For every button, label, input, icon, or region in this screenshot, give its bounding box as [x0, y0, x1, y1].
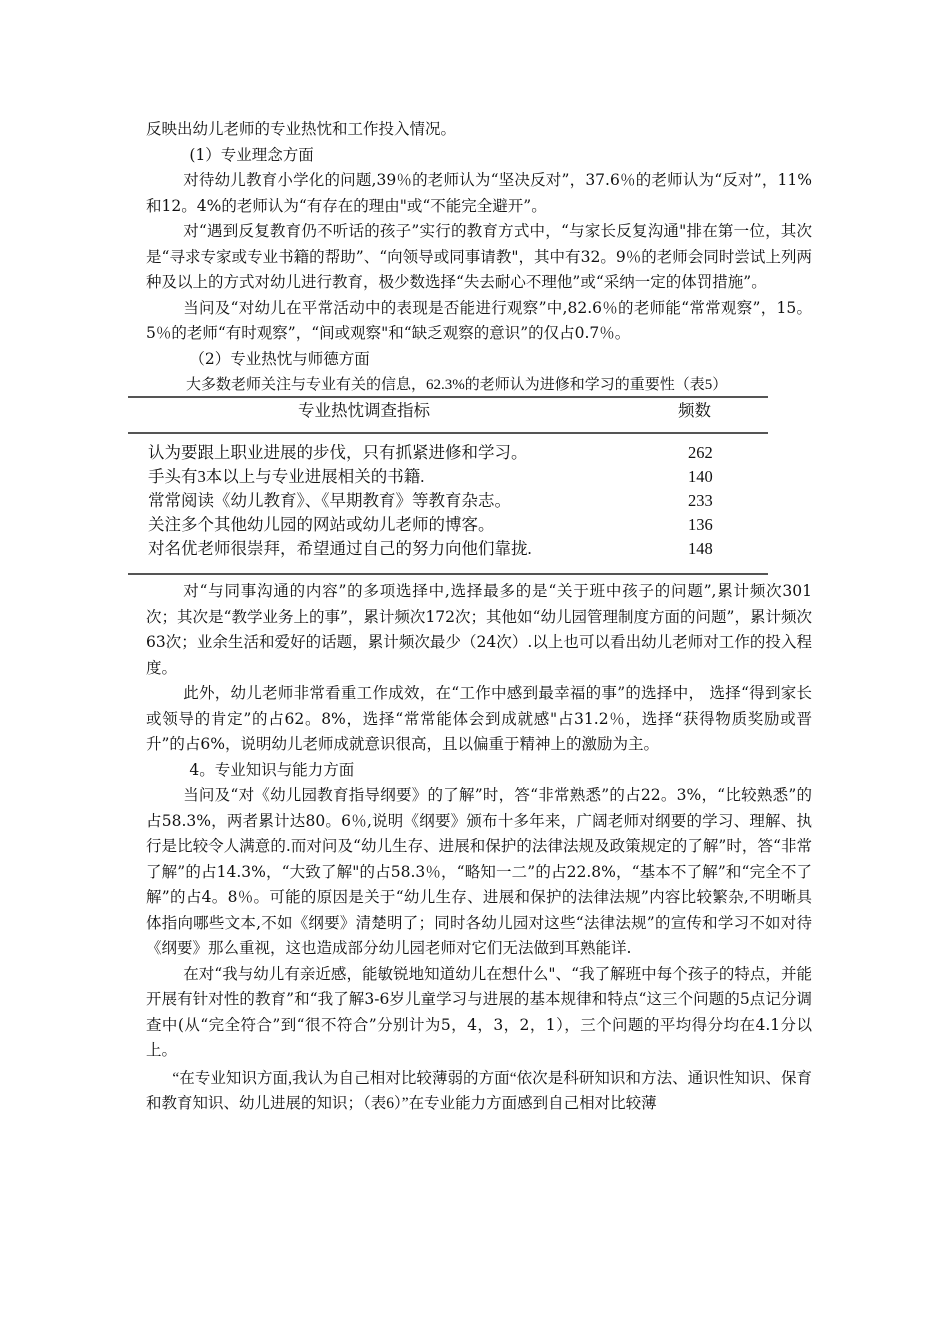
paragraph: 对“与同事沟通的内容”的多项选择中,选择最多的是“关于班中孩子的问题”,累计频次301次；其次是“教学业务上的事”，累计频次172次；其他如“幼儿园管理制度方面的问题”，累计频次63次；业余生活和爱好的话题，累计频次最少（24次）.以上也可以看出幼儿老师对工作的投入程度。 — [146, 582, 812, 677]
intro-paragraph: 反映出幼儿老师的专业热忱和工作投入情况。 — [146, 120, 457, 138]
table-row — [128, 433, 768, 465]
paragraph: 当问及“对《幼儿园教育指导纲要》的了解”时，答“非常熟悉”的占22。3%，“比较熟悉”的占58.3%，两者累计达80。6％,说明《纲要》颁布十多年来，广阔老师对纲要的学习、理解、执行是比较令人满意的.而对问及“幼儿生存、进展和保护的法律法规及政策规定的了解”时，答“非常了解”的占14.3%，“大致了解"的占58.3％，“略知一二”的占22.8%，“基本不了解”和“完全不了解”的占4。8％。可能的原因是关于“幼儿生存、进展和保护的法律法规”内容比较繁杂,不明晰具体指向哪些文本,不如《纲要》清楚明了；同时各幼儿园对这些“法律法规”的宣传和学习不如对待《纲要》那么重视，这也造成部分幼儿园老师对它们无法做到耳熟能详. — [146, 786, 812, 957]
data-table — [128, 396, 768, 575]
frequency-cell: 136 — [688, 515, 713, 534]
table-row — [128, 537, 768, 574]
indicator-cell: 手头有3本以上与专业进展相关的书籍. — [148, 467, 425, 486]
paragraph: 在对“我与幼儿有亲近感，能敏锐地知道幼儿在想什么"、“我了解班中每个孩子的特点，并能开展有针对性的教育”和“我了解3-6岁儿童学习与进展的基本规律和特点“这三个问题的5点记分调查中(从“完全符合”到“很不符合”分别计为5，4，3，2，1），三个问题的平均得分均在4.1分以上。 — [146, 964, 812, 1059]
table-row — [128, 489, 768, 513]
indicator-cell: 对名优老师很崇拜，希望通过自己的努力向他们靠拢. — [128, 537, 666, 574]
document-body — [146, 117, 812, 1116]
indicator-cell: 关注多个其他幼儿园的网站或幼儿老师的博客。 — [148, 515, 495, 534]
table-5 — [146, 396, 812, 575]
paragraph: 此外，幼儿老师非常看重工作成效，在“工作中感到最幸福的事”的选择中， 选择“得到家长或领导的肯定”的占62。8%，选择“常常能体会到成就感"占31.2％，选择“获得物质奖励或晋升”的占6%，说明幼儿老师成就意识很高，且以偏重于精神上的激励为主。 — [146, 684, 812, 753]
table-row — [128, 465, 768, 489]
section-heading-4: 4。专业知识与能力方面 — [189, 760, 355, 779]
column-header-frequency: 频数 — [666, 397, 768, 433]
paragraph: 对“遇到反复教育仍不听话的孩子”实行的教育方式中，“与家长反复沟通"排在第一位，其次是“寻求专家或专业书籍的帮助”、“向领导或同事请教"，其中有32。9％的老师会同时尝试上列两种及以上的方式对幼儿进行教育，极少数选择“失去耐心不理他”或“采纳一定的体罚措施”。 — [146, 222, 812, 291]
table-caption: 大多数老师关注与专业有关的信息，62.3%的老师认为进修和学习的重要性（表5） — [186, 377, 728, 393]
indicator-cell: 认为要跟上职业进展的步伐，只有抓紧进修和学习。 — [148, 443, 528, 462]
paragraph: “在专业知识方面,我认为自己相对比较薄弱的方面“依次是科研知识和方法、通识性知识、保育和教育知识、幼儿进展的知识；（表6）”在专业能力方面感到自己相对比较薄 — [146, 1069, 812, 1112]
frequency-cell: 233 — [688, 491, 713, 510]
paragraph: 对待幼儿教育小学化的问题,39％的老师认为“坚决反对”，37.6％的老师认为“反对”，11%和12。4%的老师认为“有存在的理由"或“不能完全避开”。 — [146, 171, 812, 215]
column-header-indicator: 专业热忱调查指标 — [128, 397, 666, 433]
section-heading-1: (1）专业理念方面 — [189, 145, 314, 164]
frequency-cell: 140 — [688, 467, 713, 486]
table-row — [128, 513, 768, 537]
section-heading-2: （2）专业热忱与师德方面 — [189, 349, 370, 368]
table-header-row — [128, 397, 768, 433]
paragraph: 当问及“对幼儿在平常活动中的表现是否能进行观察”中,82.6％的老师能“常常观察”，15。5％的老师“有时观察”，“间或观察"和“缺乏观察的意识”的仅占0.7％。 — [146, 298, 812, 342]
frequency-cell: 148 — [666, 537, 768, 574]
indicator-cell: 常常阅读《幼儿教育》、《早期教育》等教育杂志。 — [148, 491, 511, 510]
frequency-cell: 262 — [688, 443, 713, 462]
